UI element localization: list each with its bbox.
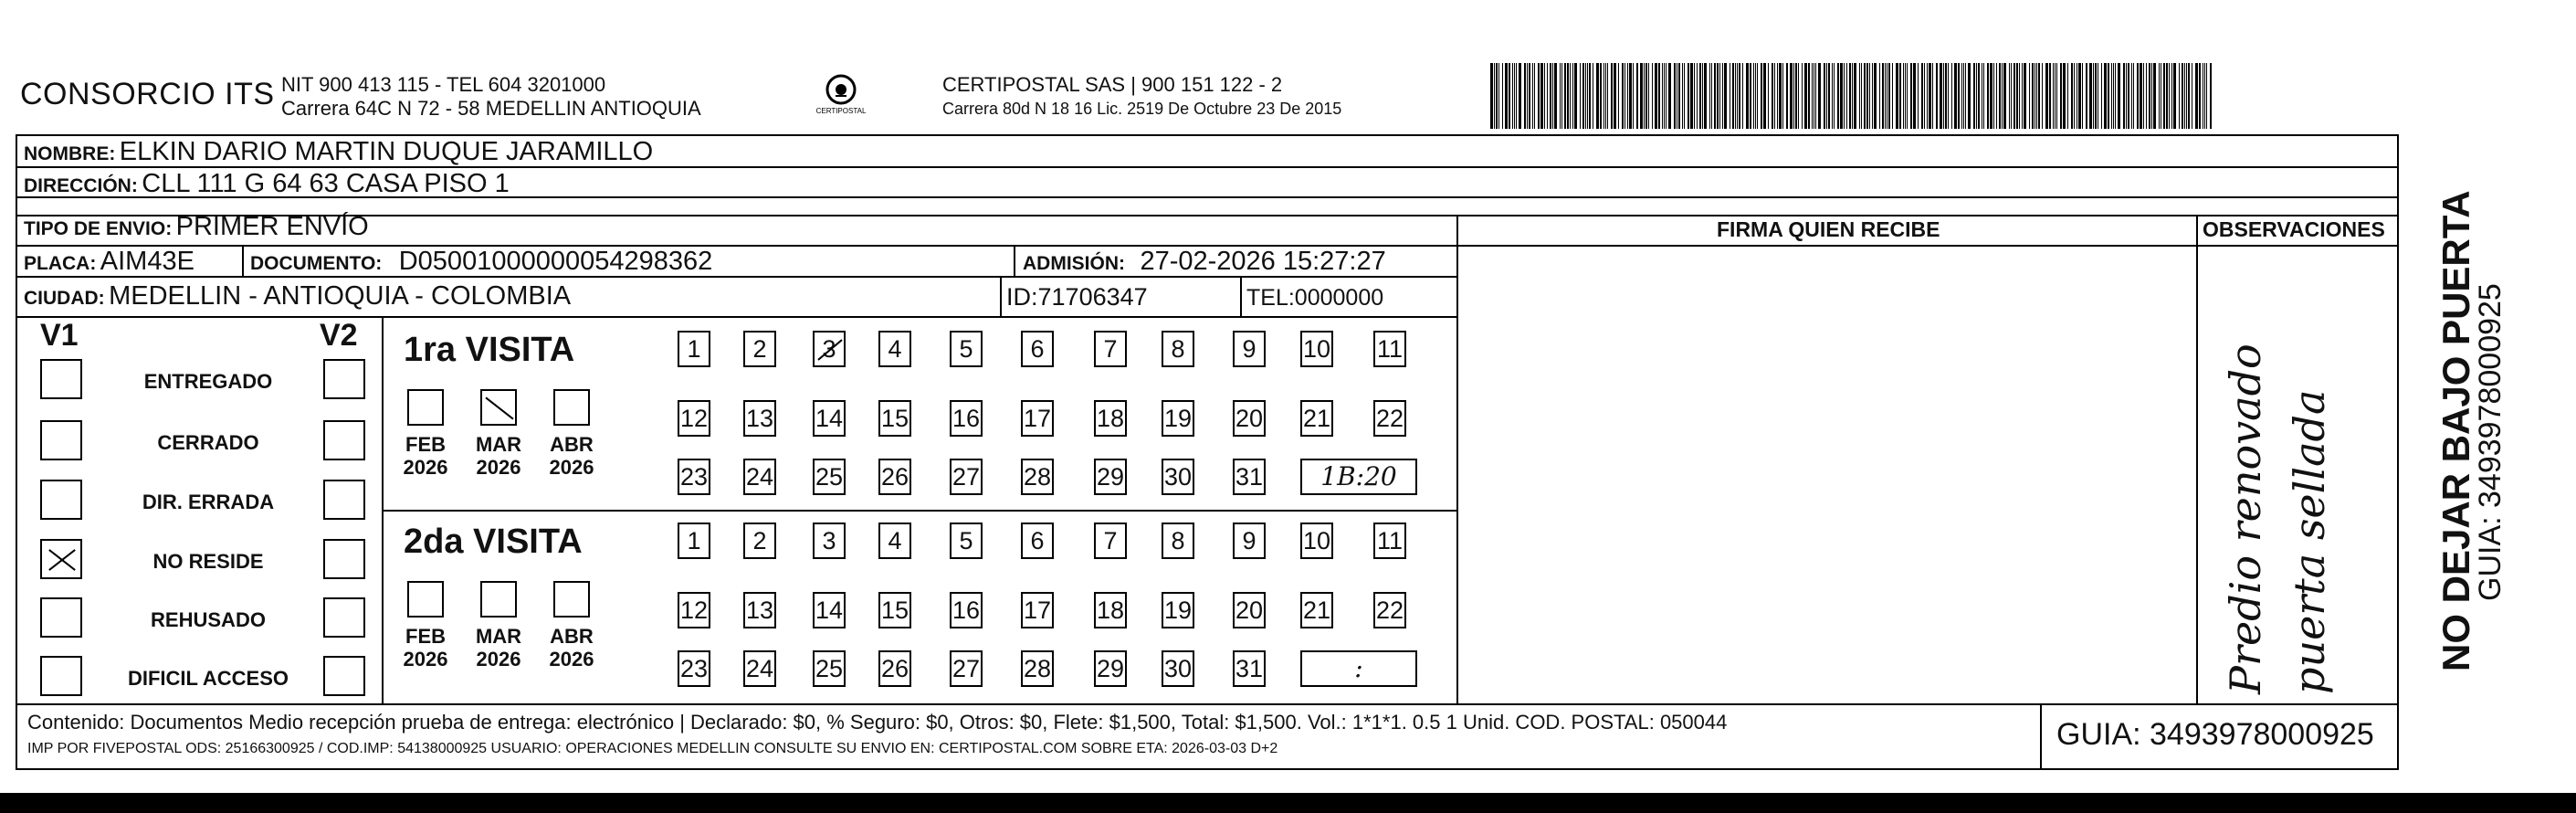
second-visit-time[interactable]: :	[1300, 650, 1417, 687]
nombre-value: ELKIN DARIO MARTIN DUQUE JARAMILLO	[119, 137, 654, 166]
delivery-form	[16, 134, 2399, 770]
observation-handwriting-2: puerta sellada	[2285, 389, 2334, 694]
second-visit-day[interactable]: 6	[1021, 523, 1054, 559]
nit-line: NIT 900 413 115 - TEL 604 3201000	[281, 73, 606, 96]
second-visit-month-box-feb[interactable]	[407, 581, 444, 618]
first-visit-day[interactable]: 4	[878, 331, 911, 367]
first-visit-time[interactable]: 1B:20	[1300, 459, 1417, 495]
v1-checkbox-no-reside[interactable]	[40, 539, 82, 579]
id-value: 71706347	[1037, 283, 1148, 311]
second-visit-day[interactable]: 11	[1373, 523, 1406, 559]
documento-field	[250, 247, 712, 277]
second-visit-day[interactable]: 23	[678, 650, 710, 687]
first-visit-day[interactable]: 12	[678, 400, 710, 437]
reason-label: CERRADO	[157, 431, 259, 454]
reason-label: NO RESIDE	[152, 550, 264, 573]
first-visit-day[interactable]: 20	[1233, 400, 1266, 437]
month-name: FEB	[405, 433, 446, 456]
v1-checkbox-cerrado[interactable]	[40, 420, 82, 460]
direccion-label: DIRECCIÓN:	[24, 175, 138, 196]
second-visit-title: 2da VISITA	[404, 523, 583, 561]
v2-checkbox-dificil-acceso[interactable]	[323, 656, 365, 696]
ciudad-field	[24, 281, 571, 311]
admision-label: ADMISIÓN:	[1023, 253, 1125, 274]
month-year: 2026	[549, 456, 594, 479]
second-visit-day[interactable]: 2	[743, 523, 776, 559]
placa-field	[24, 247, 195, 277]
second-visit-day[interactable]: 1	[678, 523, 710, 559]
reason-label: DIFICIL ACCESO	[127, 667, 289, 690]
month-year: 2026	[403, 456, 448, 479]
first-visit-month-label	[398, 433, 453, 479]
v2-checkbox-cerrado[interactable]	[323, 420, 365, 460]
reason-label: REHUSADO	[151, 608, 266, 631]
first-visit-day[interactable]: 23	[678, 459, 710, 495]
second-visit-day[interactable]: 4	[878, 523, 911, 559]
no-dejar-bajo-puerta-notice: NO DEJAR BAJO PUERTA	[2434, 190, 2477, 671]
first-visit-day[interactable]: 6	[1021, 331, 1054, 367]
id-label: ID:	[1006, 283, 1038, 311]
first-visit-month-box-feb[interactable]	[407, 389, 444, 426]
tel-value: 0000000	[1294, 285, 1384, 311]
first-visit-month-box-abr[interactable]	[553, 389, 590, 426]
first-visit-day[interactable]: 30	[1162, 459, 1194, 495]
rule	[1000, 276, 1002, 316]
first-visit-day[interactable]: 21	[1300, 400, 1333, 437]
second-visit-day[interactable]: 7	[1094, 523, 1127, 559]
second-visit-day[interactable]: 15	[878, 592, 911, 628]
second-visit-day[interactable]: 26	[878, 650, 911, 687]
first-visit-title: 1ra VISITA	[404, 331, 575, 369]
second-visit-day[interactable]: 10	[1300, 523, 1333, 559]
first-visit-day[interactable]: 10	[1300, 331, 1333, 367]
month-year: 2026	[476, 648, 521, 670]
v2-header: V2	[320, 318, 358, 353]
rule	[2040, 703, 2042, 770]
address-line: Carrera 64C N 72 - 58 MEDELLIN ANTIOQUIA	[281, 97, 701, 120]
v1-checkbox-rehusado[interactable]	[40, 597, 82, 638]
first-visit-month-label	[471, 433, 526, 479]
v2-checkbox-entregado[interactable]	[323, 359, 365, 399]
rule	[382, 316, 384, 703]
second-visit-day[interactable]: 19	[1162, 592, 1194, 628]
second-visit-day[interactable]: 31	[1233, 650, 1266, 687]
tel-label: TEL:	[1246, 285, 1295, 311]
tipo-label: TIPO DE ENVIO:	[24, 218, 173, 239]
second-visit-day[interactable]: 20	[1233, 592, 1266, 628]
second-visit-day[interactable]: 5	[950, 523, 983, 559]
rule	[1456, 245, 2399, 247]
admision-field	[1023, 247, 1386, 277]
month-name: ABR	[550, 625, 594, 648]
first-visit-day[interactable]: 1	[678, 331, 710, 367]
rule	[16, 316, 1456, 318]
first-visit-day[interactable]: 8	[1162, 331, 1194, 367]
second-visit-day[interactable]: 21	[1300, 592, 1333, 628]
tipo-row	[24, 212, 369, 242]
second-visit-day[interactable]: 9	[1233, 523, 1266, 559]
second-visit-month-box-abr[interactable]	[553, 581, 590, 618]
placa-value: AIM43E	[100, 247, 195, 276]
first-visit-day[interactable]: 3	[813, 331, 846, 367]
first-visit-day[interactable]: 13	[743, 400, 776, 437]
print-info-line: IMP POR FIVEPOSTAL ODS: 25166300925 / COD.IMP: 54138000925 USUARIO: OPERACIONES MEDELLIN CONSULTE SU ENVIO EN: CERTIPOSTAL.COM SOBRE ETA: 2026-03-03 D+2	[27, 741, 1278, 756]
ciudad-label: CIUDAD:	[24, 288, 105, 309]
month-year: 2026	[476, 456, 521, 479]
first-visit-day[interactable]: 15	[878, 400, 911, 437]
nombre-label: NOMBRE:	[24, 143, 116, 164]
second-visit-day[interactable]: 17	[1021, 592, 1054, 628]
company-info	[281, 73, 701, 121]
observation-handwriting-1: Predio renovado	[2221, 343, 2270, 694]
first-visit-day[interactable]: 16	[950, 400, 983, 437]
rule	[1456, 215, 1458, 703]
barcode	[1490, 63, 2221, 129]
first-visit-month-label	[544, 433, 599, 479]
placa-label: PLACA:	[24, 253, 97, 274]
tipo-value: PRIMER ENVÍO	[175, 212, 369, 241]
second-visit-month-label	[471, 625, 526, 670]
documento-label: DOCUMENTO:	[250, 253, 383, 274]
month-name: MAR	[475, 433, 522, 456]
direccion-row	[24, 169, 510, 199]
rule	[242, 245, 244, 276]
documento-value: D05001000000054298362	[398, 247, 713, 276]
admision-value: 27-02-2026 15:27:27	[1140, 247, 1386, 276]
ciudad-value: MEDELLIN - ANTIOQUIA - COLOMBIA	[109, 281, 572, 311]
rule	[16, 215, 2399, 216]
rule	[2196, 215, 2198, 703]
first-visit-day[interactable]: 2	[743, 331, 776, 367]
reason-label: ENTREGADO	[143, 370, 273, 393]
second-visit-day[interactable]: 3	[813, 523, 846, 559]
first-visit-day[interactable]: 7	[1094, 331, 1127, 367]
v1-checkbox-dir-errada[interactable]	[40, 480, 82, 520]
rule	[1014, 245, 1015, 276]
month-name: MAR	[475, 625, 522, 648]
firma-header: FIRMA QUIEN RECIBE	[1717, 217, 1940, 241]
second-visit-day[interactable]: 28	[1021, 650, 1054, 687]
company-name: CONSORCIO ITS	[20, 77, 275, 111]
certipostal-line1: CERTIPOSTAL SAS | 900 151 122 - 2	[942, 73, 1283, 96]
second-visit-day[interactable]: 13	[743, 592, 776, 628]
logo-text: CERTIPOSTAL	[815, 107, 867, 115]
direccion-value: CLL 111 G 64 63 CASA PISO 1	[142, 169, 510, 198]
id-field	[1006, 283, 1148, 311]
first-visit-day[interactable]: 28	[1021, 459, 1054, 495]
first-visit-day[interactable]: 14	[813, 400, 846, 437]
certipostal-info	[942, 73, 1341, 121]
v2-checkbox-rehusado[interactable]	[323, 597, 365, 638]
month-name: ABR	[550, 433, 594, 456]
second-visit-day[interactable]: 27	[950, 650, 983, 687]
reason-label: DIR. ERRADA	[142, 491, 275, 513]
nombre-row	[24, 137, 653, 167]
first-visit-day[interactable]: 17	[1021, 400, 1054, 437]
guia-number: GUIA: 3493978000925	[2056, 717, 2374, 752]
second-visit-month-box-mar[interactable]	[480, 581, 517, 618]
second-visit-day[interactable]: 24	[743, 650, 776, 687]
first-visit-day[interactable]: 18	[1094, 400, 1127, 437]
observaciones-header: OBSERVACIONES	[2203, 217, 2385, 241]
v2-checkbox-no-reside[interactable]	[323, 539, 365, 579]
second-visit-month-label	[544, 625, 599, 670]
first-visit-day[interactable]: 29	[1094, 459, 1127, 495]
bottom-edge	[0, 793, 2576, 813]
content-line: Contenido: Documentos Medio recepción prueba de entrega: electrónico | Declarado: $0, % Seguro: $0, Otros: $0, Flete: $1,500, Total: $1,500. Vol.: 1*1*1. 0.5 1 Unid. COD. POSTAL: 050044	[27, 711, 1728, 734]
second-visit-day[interactable]: 14	[813, 592, 846, 628]
second-visit-day[interactable]: 18	[1094, 592, 1127, 628]
month-year: 2026	[549, 648, 594, 670]
second-visit-day[interactable]: 25	[813, 650, 846, 687]
certipostal-line2: Carrera 80d N 18 16 Lic. 2519 De Octubre 23 De 2015	[942, 100, 1342, 118]
second-visit-day[interactable]: 8	[1162, 523, 1194, 559]
certipostal-logo	[815, 71, 867, 122]
v1-checkbox-entregado[interactable]	[40, 359, 82, 399]
side-guia-number: GUIA: 3493978000925	[2473, 283, 2508, 601]
first-visit-day[interactable]: 27	[950, 459, 983, 495]
first-visit-day[interactable]: 22	[1373, 400, 1406, 437]
first-visit-day[interactable]: 9	[1233, 331, 1266, 367]
second-visit-day[interactable]: 30	[1162, 650, 1194, 687]
first-visit-day[interactable]: 26	[878, 459, 911, 495]
v1-checkbox-dificil-acceso[interactable]	[40, 656, 82, 696]
second-visit-month-label	[398, 625, 453, 670]
first-visit-day[interactable]: 5	[950, 331, 983, 367]
rule	[1240, 276, 1242, 316]
v1-header: V1	[40, 318, 79, 353]
first-visit-day[interactable]: 11	[1373, 331, 1406, 367]
first-visit-day[interactable]: 24	[743, 459, 776, 495]
tel-field	[1246, 285, 1383, 311]
first-visit-day[interactable]: 19	[1162, 400, 1194, 437]
v2-checkbox-dir-errada[interactable]	[323, 480, 365, 520]
month-year: 2026	[403, 648, 448, 670]
second-visit-day[interactable]: 22	[1373, 592, 1406, 628]
second-visit-day[interactable]: 29	[1094, 650, 1127, 687]
month-name: FEB	[405, 625, 446, 648]
second-visit-day[interactable]: 16	[950, 592, 983, 628]
rule	[382, 510, 1456, 512]
first-visit-day[interactable]: 31	[1233, 459, 1266, 495]
first-visit-month-box-mar[interactable]	[480, 389, 517, 426]
second-visit-day[interactable]: 12	[678, 592, 710, 628]
first-visit-day[interactable]: 25	[813, 459, 846, 495]
